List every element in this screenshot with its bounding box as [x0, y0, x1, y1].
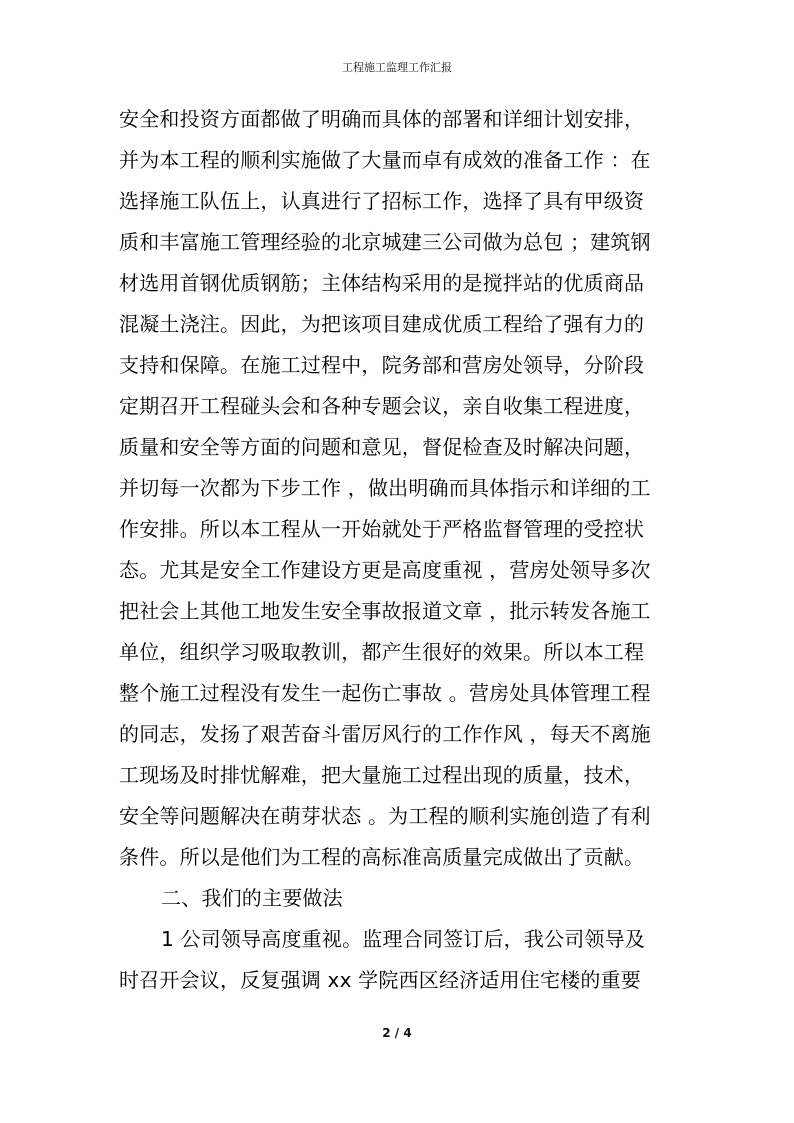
page-number: 2 / 4	[382, 1026, 412, 1040]
text-line: 条件。所以是他们为工程的高标准高质量完成做出了贡献。	[119, 845, 645, 869]
text-line: 的同志，发扬了艰苦奋斗雷厉风行的工作作风 ，每天不离施	[119, 722, 651, 746]
text-line: 混凝土浇注。因此，为把该项目建成优质工程给了强有力的	[119, 312, 645, 336]
text-line: 时召开会议，反复强调 xx 学院西区经济适用住宅楼的重要	[119, 968, 641, 992]
text-line: 安全和投资方面都做了明确而具体的部署和详细计划安排，	[119, 107, 645, 131]
text-line: 并切每一次都为下步工作 ，做出明确而具体指示和详细的工	[119, 476, 651, 500]
document-body	[119, 101, 694, 1003]
page-header: 工程施工监理工作汇报	[342, 61, 452, 74]
text-line: 选择施工队伍上，认真进行了招标工作，选择了具有甲级资	[119, 189, 645, 213]
text-line: 支持和保障。在施工过程中，院务部和营房处领导，分阶段	[119, 353, 645, 377]
text-line: 作安排。所以本工程从一开始就处于严格监督管理的受控状	[119, 517, 645, 541]
text-line: 安全等问题解决在萌芽状态 。为工程的顺利实施创造了有利	[119, 804, 651, 828]
text-line: 工现场及时排忧解难，把大量施工过程出现的质量，技术，	[119, 763, 645, 787]
text-line: 定期召开工程碰头会和各种专题会议，亲自收集工程进度，	[119, 394, 645, 418]
text-line: 整个施工过程没有发生一起伤亡事故 。营房处具体管理工程	[119, 681, 651, 705]
text-line: 材选用首钢优质钢筋；主体结构采用的是搅拌站的优质商品	[119, 271, 645, 295]
text-line: 质和丰富施工管理经验的北京城建三公司做为总包 ；建筑钢	[119, 230, 651, 254]
section-heading: 二、我们的主要做法	[161, 886, 343, 910]
text-line: 态。尤其是安全工作建设方更是高度重视 ，营房处领导多次	[119, 558, 651, 582]
text-line: 1 公司领导高度重视。监理合同签订后，我公司领导及	[161, 927, 646, 951]
text-line: 并为本工程的顺利实施做了大量而卓有成效的准备工作 ：在	[119, 148, 651, 172]
text-line: 质量和安全等方面的问题和意见，督促检查及时解决问题，	[119, 435, 645, 459]
text-line: 单位，组织学习吸取教训，都产生很好的效果。所以本工程	[119, 640, 645, 664]
text-line: 把社会上其他工地发生安全事故报道文章 ，批示转发各施工	[119, 599, 651, 623]
